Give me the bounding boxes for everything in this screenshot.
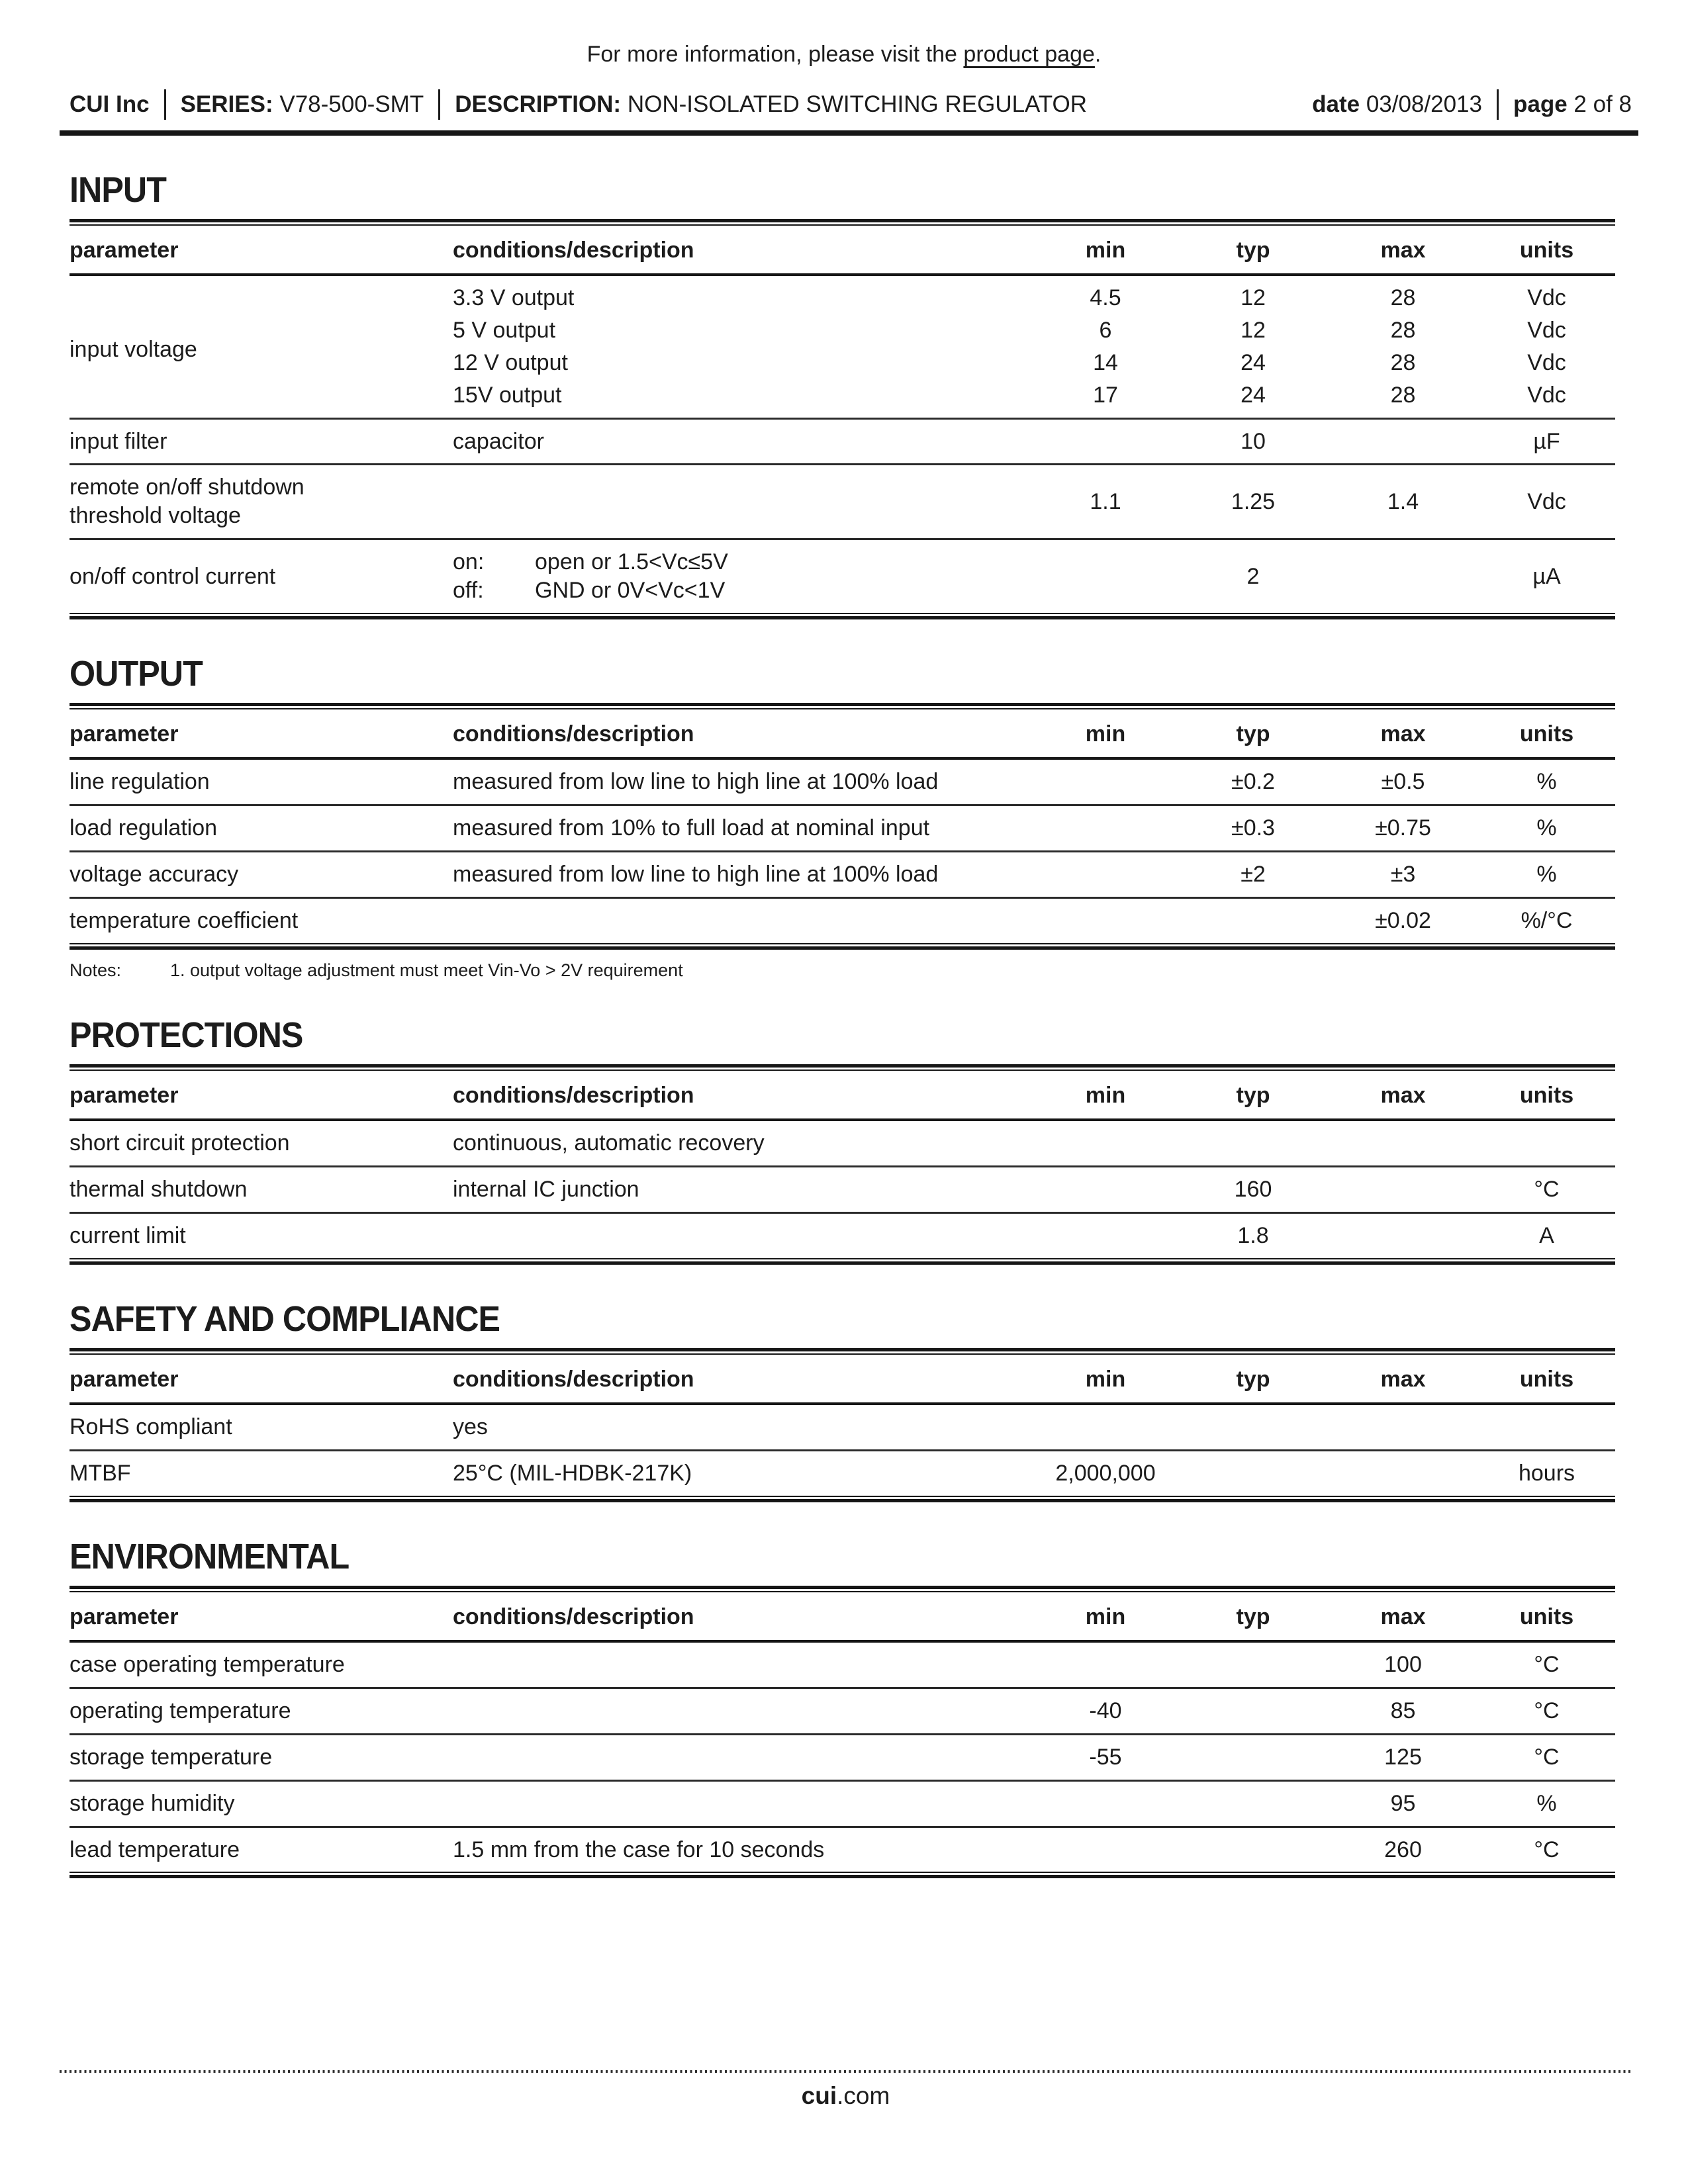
cell-units: Vdc: [1527, 382, 1566, 408]
cell-units: Vdc: [1527, 318, 1566, 343]
row-thermal-shutdown: [70, 1166, 1615, 1212]
cell-max: 125: [1384, 1744, 1422, 1770]
condition-label: on:: [453, 549, 485, 575]
section-protections: [70, 1017, 1615, 1265]
col-parameter: parameter: [70, 721, 179, 747]
site-tld: .com: [837, 2082, 890, 2109]
row-line-regulation: [70, 758, 1615, 805]
cell-min: [1033, 758, 1178, 805]
cell-typ: 12: [1241, 318, 1266, 343]
cell-conditions: [453, 1734, 1033, 1780]
doc-header-left: [70, 89, 1087, 120]
cell-conditions: [453, 539, 1033, 613]
page-footer: [60, 2070, 1632, 2110]
cell-typ: ±0.3: [1231, 815, 1275, 841]
cell-conditions: 15V output: [453, 382, 562, 408]
row-operating-temperature: [70, 1688, 1615, 1735]
condition-line-on: [453, 548, 1033, 576]
cell-max: [1328, 1166, 1478, 1212]
cell-max: 95: [1390, 1790, 1416, 1816]
col-parameter: parameter: [70, 1083, 179, 1109]
header-rule: [60, 130, 1638, 136]
product-page-link[interactable]: product page: [963, 42, 1095, 67]
date-value: 03/08/2013: [1366, 91, 1482, 117]
col-conditions: conditions/description: [453, 238, 694, 263]
row-remote-shutdown: [70, 465, 1615, 539]
col-typ: typ: [1236, 1367, 1270, 1392]
row-load-regulation: [70, 805, 1615, 852]
cell-conditions: [453, 897, 1033, 942]
cell-typ: [1178, 1827, 1328, 1872]
cell-units: µA: [1532, 563, 1561, 589]
cell-max: ±0.02: [1375, 907, 1431, 933]
cell-max: [1328, 418, 1478, 465]
section-title-protections: PROTECTIONS: [70, 1015, 303, 1055]
cell-units: hours: [1518, 1460, 1575, 1486]
cell-min: [1033, 539, 1178, 613]
cell-parameter: current limit: [70, 1222, 186, 1248]
input-table: [70, 226, 1615, 612]
col-typ: typ: [1236, 1604, 1270, 1630]
description-value: NON-ISOLATED SWITCHING REGULATOR: [627, 91, 1088, 117]
col-parameter: parameter: [70, 1367, 179, 1392]
cell-typ: ±2: [1241, 861, 1266, 887]
footer-dotted-rule: [60, 2070, 1632, 2073]
cell-conditions: 1.5 mm from the case for 10 seconds: [453, 1837, 825, 1862]
section-title-environmental: ENVIRONMENTAL: [70, 1536, 350, 1576]
cell-typ: [1178, 1404, 1328, 1450]
cell-parameter: [70, 465, 453, 539]
col-min: min: [1085, 1367, 1126, 1392]
col-typ: typ: [1236, 1083, 1270, 1109]
col-units: units: [1519, 1083, 1574, 1109]
brand-name: CUI Inc: [70, 91, 150, 117]
cell-typ: [1178, 1120, 1328, 1166]
cell-parameter: voltage accuracy: [70, 861, 239, 887]
section-output: [70, 655, 1615, 981]
cell-conditions: measured from low line to high line at 100% load: [453, 769, 939, 795]
cell-conditions: [453, 1780, 1033, 1827]
cell-conditions: yes: [453, 1414, 488, 1440]
cell-typ: 10: [1241, 428, 1266, 454]
col-typ: typ: [1236, 721, 1270, 747]
cell-parameter: short circuit protection: [70, 1130, 290, 1156]
cell-typ: 12: [1241, 285, 1266, 311]
cell-units: Vdc: [1527, 285, 1566, 311]
cell-conditions: measured from low line to high line at 100% load: [453, 861, 939, 887]
col-conditions: conditions/description: [453, 1367, 694, 1392]
cell-min: [1033, 1166, 1178, 1212]
cell-max: [1328, 1212, 1478, 1257]
cell-min: [1033, 418, 1178, 465]
page-label: page: [1513, 91, 1568, 117]
row-mtbf: [70, 1450, 1615, 1495]
cell-min: [1033, 805, 1178, 852]
protections-table: [70, 1071, 1615, 1257]
col-min: min: [1085, 1604, 1126, 1630]
condition-text: GND or 0V<Vc<1V: [535, 577, 726, 603]
condition-label: off:: [453, 577, 484, 603]
cell-conditions: measured from 10% to full load at nominal input: [453, 815, 930, 841]
col-min: min: [1085, 721, 1126, 747]
row-short-circuit-protection: [70, 1120, 1615, 1166]
cell-max: ±3: [1390, 861, 1416, 887]
cell-units: Vdc: [1527, 349, 1566, 375]
output-table: [70, 709, 1615, 942]
site-brand: cui: [801, 2082, 837, 2109]
cell-max: [1328, 1404, 1478, 1450]
cell-max: 28: [1390, 285, 1416, 311]
info-line-prefix: For more information, please visit the: [586, 42, 964, 67]
cell-max: 28: [1390, 382, 1416, 408]
cell-max: ±0.75: [1375, 815, 1431, 841]
col-min: min: [1085, 238, 1126, 263]
table-header-row: [70, 1355, 1615, 1404]
table-header-row: [70, 1071, 1615, 1120]
col-typ: typ: [1236, 238, 1270, 263]
row-rohs-compliant: [70, 1404, 1615, 1450]
cell-typ: 24: [1241, 382, 1266, 408]
col-units: units: [1519, 1604, 1574, 1630]
cell-parameter: load regulation: [70, 815, 218, 841]
cell-min: -40: [1089, 1698, 1122, 1724]
cell-units: [1478, 1120, 1615, 1166]
cell-units: °C: [1534, 1176, 1560, 1202]
col-conditions: conditions/description: [453, 1604, 694, 1630]
cell-parameter: lead temperature: [70, 1837, 240, 1862]
row-case-operating-temperature: [70, 1641, 1615, 1688]
cell-units: °C: [1534, 1744, 1560, 1770]
cell-parameter: input voltage: [70, 337, 197, 363]
cell-max: 100: [1384, 1652, 1422, 1678]
cell-units: %/°C: [1521, 907, 1573, 933]
series-label: SERIES:: [180, 91, 273, 117]
cell-max: 28: [1390, 349, 1416, 375]
cell-units: %: [1536, 861, 1557, 887]
cell-parameter: input filter: [70, 428, 167, 454]
notes-label: Notes:: [70, 960, 122, 980]
cell-conditions: continuous, automatic recovery: [453, 1130, 765, 1156]
col-units: units: [1519, 238, 1574, 263]
col-max: max: [1380, 238, 1426, 263]
environmental-table: [70, 1592, 1615, 1872]
col-max: max: [1380, 1604, 1426, 1630]
section-environmental: [70, 1538, 1615, 1879]
safety-table-frame: [70, 1348, 1615, 1502]
cell-min: 6: [1099, 318, 1112, 343]
cell-parameter: line regulation: [70, 769, 210, 795]
cell-units: [1478, 1404, 1615, 1450]
cell-units: °C: [1534, 1652, 1560, 1678]
safety-table: [70, 1355, 1615, 1495]
table-header-row: [70, 226, 1615, 275]
col-parameter: parameter: [70, 238, 179, 263]
cell-conditions: capacitor: [453, 428, 544, 454]
cell-min: [1033, 1212, 1178, 1257]
info-line-suffix: .: [1094, 42, 1102, 67]
row-input-voltage: [70, 275, 1615, 314]
cell-max: 260: [1384, 1837, 1422, 1862]
condition-text: open or 1.5<Vc≤5V: [535, 549, 728, 575]
cell-typ: ±0.2: [1231, 769, 1275, 795]
row-input-filter: [70, 418, 1615, 465]
cell-conditions: [453, 465, 1033, 539]
cell-typ: [1178, 1450, 1328, 1495]
section-title-output: OUTPUT: [70, 653, 203, 694]
series-value: V78-500-SMT: [279, 91, 424, 117]
section-input: [70, 171, 1615, 619]
cell-conditions: internal IC junction: [453, 1176, 639, 1202]
cell-units: °C: [1534, 1698, 1560, 1724]
cell-min: [1033, 1641, 1178, 1688]
cell-typ: 1.8: [1237, 1222, 1269, 1248]
input-table-frame: [70, 219, 1615, 619]
info-line: [0, 0, 1688, 68]
cell-min: [1033, 1780, 1178, 1827]
content: [0, 171, 1688, 1879]
row-current-limit: [70, 1212, 1615, 1257]
row-storage-temperature: [70, 1734, 1615, 1780]
cell-min: 14: [1093, 349, 1118, 375]
condition-line-off: [453, 576, 1033, 605]
row-lead-temperature: [70, 1827, 1615, 1872]
header-divider: [438, 89, 440, 120]
environmental-table-frame: [70, 1586, 1615, 1878]
date-label: date: [1312, 91, 1360, 117]
section-safety: [70, 1300, 1615, 1502]
col-max: max: [1380, 1083, 1426, 1109]
cell-units: %: [1536, 815, 1557, 841]
table-header-row: [70, 1592, 1615, 1641]
cell-min: 4.5: [1090, 285, 1121, 311]
doc-header-right: [1312, 89, 1632, 120]
cell-parameter: storage humidity: [70, 1790, 235, 1816]
cell-min: [1033, 1827, 1178, 1872]
section-title-input: INPUT: [70, 169, 167, 210]
row-control-current: [70, 539, 1615, 613]
cell-typ: 24: [1241, 349, 1266, 375]
col-conditions: conditions/description: [453, 1083, 694, 1109]
row-storage-humidity: [70, 1780, 1615, 1827]
table-header-row: [70, 709, 1615, 758]
cell-conditions: [453, 1212, 1033, 1257]
col-conditions: conditions/description: [453, 721, 694, 747]
series: [181, 91, 424, 118]
header-divider: [1497, 89, 1499, 120]
cell-max: 28: [1390, 318, 1416, 343]
output-table-frame: [70, 703, 1615, 949]
date: [1312, 91, 1482, 118]
cell-min: 17: [1093, 382, 1118, 408]
cell-min: [1033, 1120, 1178, 1166]
cell-typ: [1178, 1641, 1328, 1688]
col-units: units: [1519, 721, 1574, 747]
cui-website-link[interactable]: [60, 2082, 1632, 2110]
cell-units: Vdc: [1527, 488, 1566, 514]
description-label: DESCRIPTION:: [455, 91, 622, 117]
description: [455, 91, 1087, 118]
doc-header: [70, 89, 1632, 120]
cell-max: [1328, 1450, 1478, 1495]
cell-parameter: operating temperature: [70, 1698, 291, 1724]
notes-text: 1. output voltage adjustment must meet Vin-Vo > 2V requirement: [170, 960, 683, 980]
cell-max: [1328, 1120, 1478, 1166]
cell-units: %: [1536, 1790, 1557, 1816]
cell-conditions: 12 V output: [453, 349, 568, 375]
row-voltage-accuracy: [70, 851, 1615, 897]
protections-table-frame: [70, 1064, 1615, 1264]
col-max: max: [1380, 721, 1426, 747]
cell-min: [1033, 851, 1178, 897]
header-divider: [164, 89, 166, 120]
row-temperature-coefficient: [70, 897, 1615, 942]
cell-conditions: 3.3 V output: [453, 285, 575, 311]
section-title-safety: SAFETY AND COMPLIANCE: [70, 1298, 500, 1339]
col-max: max: [1380, 1367, 1426, 1392]
cell-min: [1033, 897, 1178, 942]
cell-typ: 1.25: [1231, 488, 1276, 514]
parameter-text: remote on/off shutdown threshold voltage: [70, 475, 305, 529]
cell-units: %: [1536, 769, 1557, 795]
cell-parameter: on/off control current: [70, 563, 276, 589]
cell-conditions: 25°C (MIL-HDBK-217K): [453, 1460, 692, 1486]
cell-min: -55: [1089, 1744, 1122, 1770]
cell-typ: [1178, 1688, 1328, 1735]
cell-typ: [1178, 897, 1328, 942]
col-min: min: [1085, 1083, 1126, 1109]
cell-min: [1033, 1404, 1178, 1450]
cell-conditions: [453, 1641, 1033, 1688]
page-number: [1513, 91, 1632, 118]
output-notes: [70, 960, 1615, 981]
cell-max: 1.4: [1387, 488, 1419, 514]
cell-parameter: case operating temperature: [70, 1652, 345, 1678]
cell-typ: 2: [1246, 563, 1260, 589]
page-value: 2 of 8: [1573, 91, 1632, 117]
cell-parameter: MTBF: [70, 1460, 131, 1486]
cell-units: A: [1539, 1222, 1554, 1248]
cell-parameter: storage temperature: [70, 1744, 273, 1770]
cell-units: µF: [1533, 428, 1560, 454]
cell-max: 85: [1390, 1698, 1416, 1724]
cell-min: 1.1: [1090, 488, 1121, 514]
col-parameter: parameter: [70, 1604, 179, 1630]
cell-parameter: temperature coefficient: [70, 907, 299, 933]
cell-min: 2,000,000: [1055, 1460, 1156, 1486]
cell-max: [1328, 539, 1478, 613]
cell-max: ±0.5: [1381, 769, 1425, 795]
cell-parameter: RoHS compliant: [70, 1414, 232, 1440]
cell-conditions: 5 V output: [453, 318, 556, 343]
cell-typ: [1178, 1734, 1328, 1780]
col-units: units: [1519, 1367, 1574, 1392]
cell-parameter: thermal shutdown: [70, 1176, 248, 1202]
cell-conditions: [453, 1688, 1033, 1735]
cell-units: °C: [1534, 1837, 1560, 1862]
cell-typ: 160: [1234, 1176, 1272, 1202]
cell-typ: [1178, 1780, 1328, 1827]
